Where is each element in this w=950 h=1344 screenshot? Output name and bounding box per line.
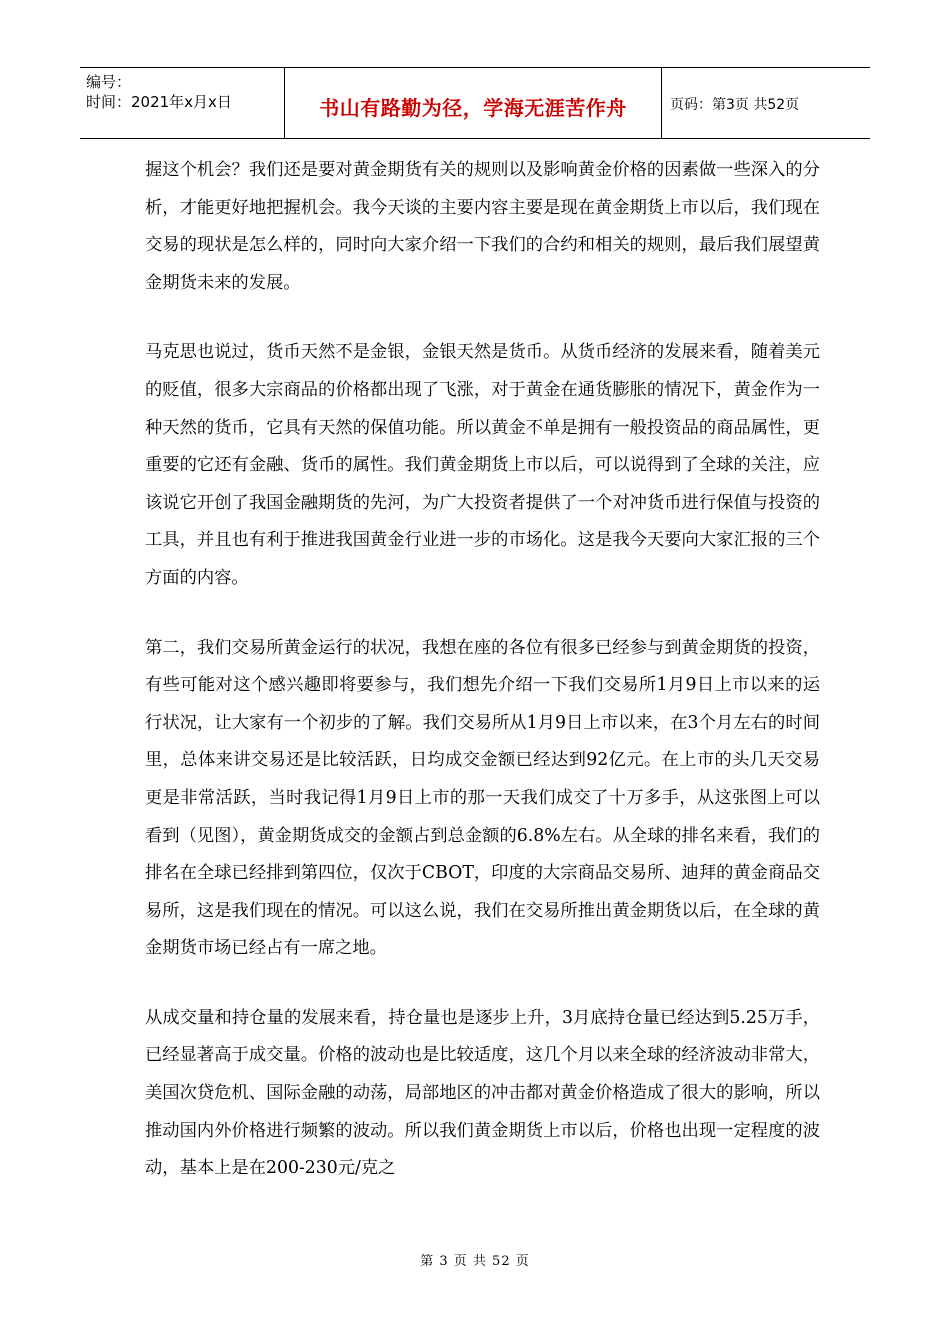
- header-page-info: 页码：第3页 共52页: [670, 97, 800, 113]
- document-number-label: 编号：: [86, 73, 132, 91]
- body-paragraph: 握这个机会？我们还是要对黄金期货有关的规则以及影响黄金价格的因素做一些深入的分析，才能更好地把握机会。我今天谈的主要内容主要是现在黄金期货上市以后，我们现在交易的现状是怎么样的，同时向大家介绍一下我们的合约和相关的规则，最后我们展望黄金期货未来的发展。: [145, 160, 820, 293]
- document-date-label: 时间：2021年x月x日: [86, 93, 232, 111]
- body-paragraph: 第二，我们交易所黄金运行的状况，我想在座的各位有很多已经参与到黄金期货的投资，有些可能对这个感兴趣即将要参与，我们想先介绍一下我们交易所1月9日上市以来的运行状况，让大家有一个初步的了解。我们交易所从1月9日上市以来，在3个月左右的时间里，总体来讲交易还是比较活跃，日均成交金额已经达到92亿元。在上市的头几天交易更是非常活跃，当时我记得1月9日上市的那一天我们成交了十万多手，从这张图上可以看到（见图），黄金期货成交的金额占到总金额的6.8%左右。从全球的排名来看，我们的排名在全球已经排到第四位，仅次于CBOT，印度的大宗商品交易所、迪拜的黄金商品交易所，这是我们现在的情况。可以这么说，我们在交易所推出黄金期货以后，在全球的黄金期货市场已经占有一席之地。: [145, 637, 820, 959]
- body-paragraph: 从成交量和持仓量的发展来看，持仓量也是逐步上升，3月底持仓量已经达到5.25万手，已经显著高于成交量。价格的波动也是比较适度，这几个月以来全球的经济波动非常大，美国次贷危机、国际金融的动荡，局部地区的冲击都对黄金价格造成了很大的影响，所以推动国内外价格进行频繁的波动。所以我们黄金期货上市以后，价格也出现一定程度的波动，基本上是在200-230元/克之: [145, 1007, 820, 1179]
- header-meta-cell: [80, 68, 284, 138]
- header-motto-cell: [284, 68, 662, 138]
- document-body: [145, 152, 820, 1220]
- header-page-cell: [662, 68, 870, 138]
- document-header: [80, 67, 870, 139]
- body-paragraph: 马克思也说过，货币天然不是金银，金银天然是货币。从货币经济的发展来看，随着美元的贬值，很多大宗商品的价格都出现了飞涨，对于黄金在通货膨胀的情况下，黄金作为一种天然的货币，它具有天然的保值功能。所以黄金不单是拥有一般投资品的商品属性，更重要的它还有金融、货币的属性。我们黄金期货上市以后，可以说得到了全球的关注，应该说它开创了我国金融期货的先河，为广大投资者提供了一个对冲货币进行保值与投资的工具，并且也有利于推进我国黄金行业进一步的市场化。这是我今天要向大家汇报的三个方面的内容。: [145, 342, 820, 588]
- footer-page-number: 第 3 页 共 52 页: [420, 1254, 530, 1269]
- page-footer: [0, 1250, 950, 1269]
- header-motto: 书山有路勤为径，学海无涯苦作舟: [319, 95, 627, 120]
